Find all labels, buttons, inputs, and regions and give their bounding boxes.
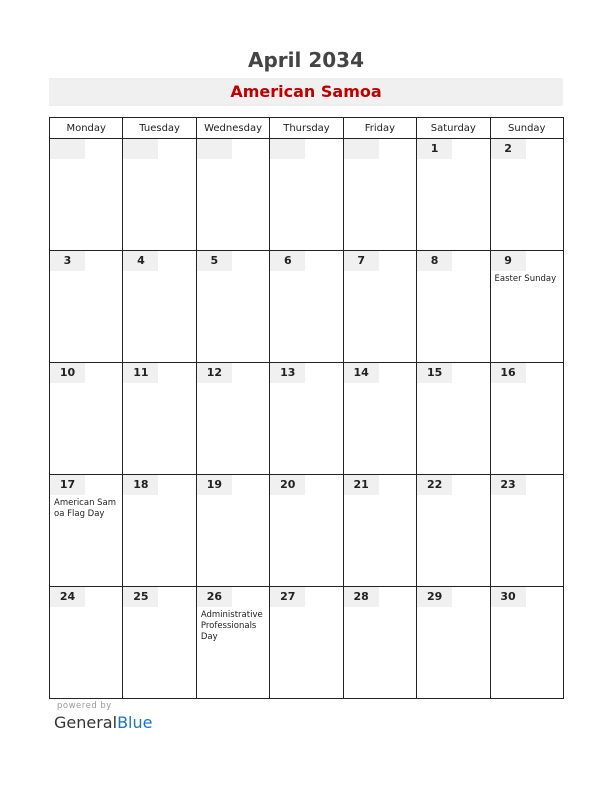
calendar-day-cell bbox=[490, 587, 563, 699]
calendar-day-cell bbox=[50, 587, 123, 699]
calendar-week-row bbox=[50, 363, 564, 475]
day-number: 5 bbox=[197, 251, 232, 271]
day-number: 8 bbox=[417, 251, 452, 271]
day-number bbox=[50, 139, 85, 159]
weekday-header-row bbox=[50, 118, 564, 139]
day-number: 19 bbox=[197, 475, 232, 495]
day-number: 28 bbox=[344, 587, 379, 607]
day-number: 29 bbox=[417, 587, 452, 607]
day-number bbox=[197, 139, 232, 159]
generalblue-logo[interactable] bbox=[54, 713, 152, 732]
calendar-grid bbox=[49, 117, 564, 699]
day-number: 11 bbox=[123, 363, 158, 383]
calendar-day-cell bbox=[417, 363, 490, 475]
day-number: 30 bbox=[491, 587, 526, 607]
calendar-day-cell bbox=[123, 475, 196, 587]
calendar-week-row bbox=[50, 139, 564, 251]
calendar-day-cell bbox=[343, 475, 416, 587]
calendar-day-cell bbox=[490, 139, 563, 251]
calendar-day-cell bbox=[196, 587, 269, 699]
day-number: 7 bbox=[344, 251, 379, 271]
calendar-day-cell bbox=[270, 363, 343, 475]
calendar-day-cell bbox=[270, 587, 343, 699]
calendar-day-cell bbox=[196, 363, 269, 475]
calendar-day-cell bbox=[123, 139, 196, 251]
day-number: 14 bbox=[344, 363, 379, 383]
calendar-day-cell bbox=[270, 251, 343, 363]
calendar-day-cell bbox=[417, 251, 490, 363]
day-number: 17 bbox=[50, 475, 85, 495]
day-number: 3 bbox=[50, 251, 85, 271]
calendar-day-cell bbox=[270, 475, 343, 587]
day-number: 21 bbox=[344, 475, 379, 495]
calendar-day-cell bbox=[417, 475, 490, 587]
weekday-thursday: Thursday bbox=[270, 118, 343, 139]
weekday-saturday: Saturday bbox=[417, 118, 490, 139]
calendar-day-cell bbox=[50, 251, 123, 363]
day-number: 15 bbox=[417, 363, 452, 383]
calendar-day-cell bbox=[490, 251, 563, 363]
weekday-sunday: Sunday bbox=[490, 118, 563, 139]
day-number: 2 bbox=[491, 139, 526, 159]
holiday-label: Easter Sunday bbox=[494, 274, 557, 284]
calendar-week-row bbox=[50, 251, 564, 363]
day-number: 12 bbox=[197, 363, 232, 383]
weekday-tuesday: Tuesday bbox=[123, 118, 196, 139]
calendar-day-cell bbox=[123, 251, 196, 363]
calendar-day-cell bbox=[270, 139, 343, 251]
calendar-week-row bbox=[50, 475, 564, 587]
day-number: 26 bbox=[197, 587, 232, 607]
region-title: American Samoa bbox=[49, 78, 563, 106]
calendar-day-cell bbox=[490, 363, 563, 475]
calendar-day-cell bbox=[490, 475, 563, 587]
day-number bbox=[123, 139, 158, 159]
calendar-day-cell bbox=[417, 587, 490, 699]
calendar-day-cell bbox=[343, 251, 416, 363]
calendar-day-cell bbox=[343, 363, 416, 475]
day-number: 13 bbox=[270, 363, 305, 383]
calendar-day-cell bbox=[343, 587, 416, 699]
weekday-friday: Friday bbox=[343, 118, 416, 139]
calendar-day-cell bbox=[343, 139, 416, 251]
day-number bbox=[344, 139, 379, 159]
calendar-day-cell bbox=[196, 251, 269, 363]
calendar-week-row bbox=[50, 587, 564, 699]
calendar-day-cell bbox=[417, 139, 490, 251]
holiday-label: Administrative Professionals Day bbox=[200, 610, 263, 642]
holiday-label: American Samoa Flag Day bbox=[54, 498, 117, 519]
calendar-day-cell bbox=[50, 475, 123, 587]
day-number: 24 bbox=[50, 587, 85, 607]
day-number: 25 bbox=[123, 587, 158, 607]
calendar-day-cell bbox=[50, 139, 123, 251]
calendar-day-cell bbox=[123, 587, 196, 699]
day-number: 9 bbox=[491, 251, 526, 271]
month-title: April 2034 bbox=[248, 48, 364, 72]
day-number: 4 bbox=[123, 251, 158, 271]
day-number: 1 bbox=[417, 139, 452, 159]
day-number: 22 bbox=[417, 475, 452, 495]
calendar-day-cell bbox=[196, 475, 269, 587]
day-number: 23 bbox=[491, 475, 526, 495]
calendar-day-cell bbox=[123, 363, 196, 475]
day-number: 16 bbox=[491, 363, 526, 383]
day-number: 27 bbox=[270, 587, 305, 607]
brand-blue: Blue bbox=[117, 713, 153, 732]
weekday-wednesday: Wednesday bbox=[196, 118, 269, 139]
day-number: 18 bbox=[123, 475, 158, 495]
powered-by-text: powered by bbox=[57, 701, 112, 711]
calendar-day-cell bbox=[196, 139, 269, 251]
day-number: 20 bbox=[270, 475, 305, 495]
calendar-day-cell bbox=[50, 363, 123, 475]
day-number: 6 bbox=[270, 251, 305, 271]
day-number bbox=[270, 139, 305, 159]
brand-general: General bbox=[54, 713, 118, 732]
day-number: 10 bbox=[50, 363, 85, 383]
weekday-monday: Monday bbox=[50, 118, 123, 139]
